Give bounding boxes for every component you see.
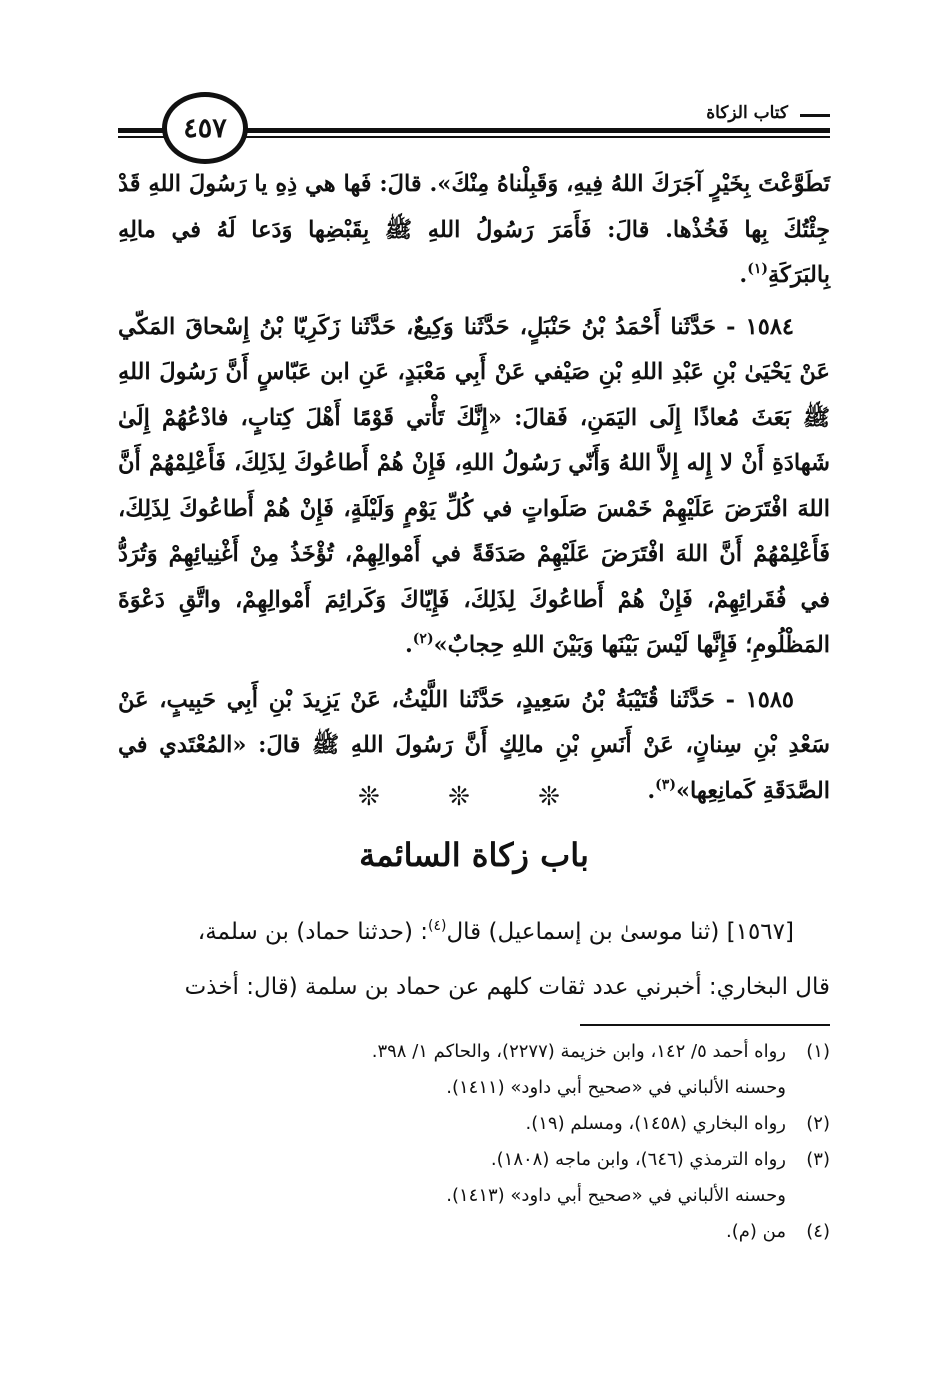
footnote-marker: (٣) [655,776,676,793]
footnote-3 [118,1142,830,1178]
main-text [118,162,830,817]
paragraph-text: ١٥٨٤ - حَدَّثَنا أَحْمَدُ بْنُ حَنْبَلٍ، حَدَّثَنا وَكِيعٌ، حَدَّثَنا زَكَرِيّا بْنُ إِسْحاقَ المَكّي عَنْ يَحْيَىٰ بْنِ عَبْدِ اللهِ بْنِ صَيْفي عَنْ أَبِي مَعْبَدٍ، عَنِ ابن عَبّاسٍ أَنَّ رَسُولَ اللهِ ﷺ بَعَثَ مُعاذًا إِلَى اليَمَنِ، فَقالَ: «إِنَّكَ تَأْتي قَوْمًا أَهْلَ كِتابٍ، فادْعُهُمْ إِلَىٰ شَهادَةِ أَنْ لا إِله إِلاَّ اللهُ وَأَنّي رَسُولُ اللهِ، فَإِنْ هُمْ أَطاعُوكَ لِذَلِكَ، فَأَعْلِمْهُمْ أَنَّ اللهَ افْتَرَضَ عَلَيْهِمْ خَمْسَ صَلَواتٍ في كُلِّ يَوْمٍ وَلَيْلَةٍ، فَإِنْ هُمْ أَطاعُوكَ لِذَلِكَ، فَأَعْلِمْهُمْ أَنَّ اللهَ افْتَرَضَ عَلَيْهِمْ صَدَقَةً في أَمْوالِهِمْ، تُؤْخَذُ مِنْ أَغْنِيائِهِمْ وَتُرَدُّ في فُقَرائِهِمْ، فَإِنْ هُمْ أَطاعُوكَ لِذَلِكَ، فَإِيّاكَ وَكَرائِمَ أَمْوالِهِمْ، واتَّقِ دَعْوَةَ المَظْلُومِ؛ فَإِنَّها لَيْسَ بَيْنَها وَبَيْنَ اللهِ حِجابٌ» [118,313,830,658]
footnote-number: (١) [806,1041,830,1062]
footnote-text: رواه البخاري (١٤٥٨)، ومسلم (١٩). [525,1113,786,1134]
hadith-1584 [118,305,830,672]
paragraph-continuation [118,162,830,302]
chapter-title: باب زكاة السائمة [359,836,589,874]
footnote-number: (٤) [806,1221,830,1242]
paragraph-end: . [739,262,748,288]
footnote-marker: (٢) [412,631,434,647]
footnote-separator [580,1024,830,1026]
paragraph-end: . [647,777,656,804]
commentary-text [118,906,830,1013]
footnotes [118,1034,830,1250]
header-dash [800,114,830,117]
running-title: كتاب الزكاة [698,103,796,123]
footnote-4 [118,1214,830,1250]
commentary-line-1 [118,906,830,961]
footnote-number: (٢) [806,1113,830,1134]
footnote-marker: (١) [747,261,769,277]
footnote-text: رواه أحمد ٥/ ١٤٢، وابن خزيمة (٢٢٧٧)، والحاكم ١/ ٣٩٨. [371,1041,786,1062]
footnote-3-continued: وحسنه الألباني في «صحيح أبي داود» (١٤١٣). [446,1185,786,1206]
section-separator: ❊ ❊ ❊ [358,782,590,812]
footnote-2 [118,1106,830,1142]
footnote-1-continued: وحسنه الألباني في «صحيح أبي داود» (١٤١١). [446,1077,786,1098]
commentary-line-2: قال البخاري: أخبرني عدد ثقات كلهم عن حماد بن سلمة (قال: أخذت [184,974,830,1000]
footnote-number: (٣) [806,1149,830,1170]
footnote-text: من (م). [726,1221,786,1242]
page-number: ٤٥٧ [162,92,248,164]
commentary-text-a: [١٥٦٧] (ثنا موسىٰ بن إسماعيل) قال [446,919,794,945]
footnote-text: رواه الترمذي (٦٤٦)، وابن ماجه (١٨٠٨). [490,1149,786,1170]
paragraph-text: تَطَوَّعْتَ بِخَيْرٍ آجَرَكَ اللهُ فِيهِ، وَقَبِلْناهُ مِنْكَ». قالَ: فَها هي ذِهِ يا رَسُولَ اللهِ قَدْ جِئْتُكَ بِها فَخُذْها. قالَ: فَأَمَرَ رَسُولُ اللهِ ﷺ بِقَبْضِها وَدَعا لَهُ في مالِهِ بِالبَرَكَةِ [118,171,830,288]
footnote-marker: (٤) [427,918,447,934]
footnote-1 [118,1034,830,1070]
page-header [118,92,830,164]
paragraph-text: ١٥٨٥ - حَدَّثَنا قُتَيْبَةُ بْنُ سَعِيدٍ، حَدَّثَنا اللَّيْثُ، عَنْ يَزِيدَ بْنِ أَبِي حَبِيبٍ، عَنْ سَعْدِ بْنِ سِنانٍ، عَنْ أَنَسِ بْنِ مالِكٍ أَنَّ رَسُولَ اللهِ ﷺ قالَ: «المُعْتَدي في الصَّدَقَةِ كَمانِعِها» [118,686,830,804]
commentary-text-b: : (حدثنا حماد) بن سلمة، [197,919,428,945]
paragraph-end: . [404,632,413,658]
